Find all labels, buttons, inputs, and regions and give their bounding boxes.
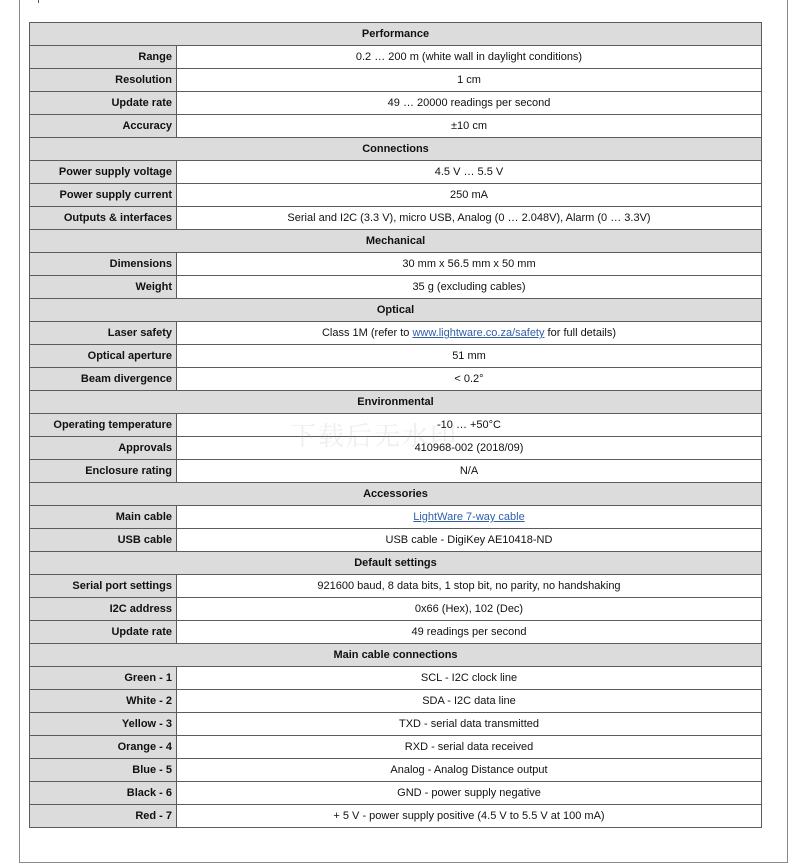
spec-value: + 5 V - power supply positive (4.5 V to 5.5 V at 100 mA) [177, 805, 762, 828]
spec-label: Dimensions [30, 253, 177, 276]
spec-row [30, 598, 762, 621]
spec-row [30, 46, 762, 69]
spec-value: 35 g (excluding cables) [177, 276, 762, 299]
spec-label: I2C address [30, 598, 177, 621]
spec-value: 0x66 (Hex), 102 (Dec) [177, 598, 762, 621]
spec-value: Serial and I2C (3.3 V), micro USB, Analog (0 … 2.048V), Alarm (0 … 3.3V) [177, 207, 762, 230]
spec-value: RXD - serial data received [177, 736, 762, 759]
spec-row [30, 506, 762, 529]
spec-label: Update rate [30, 92, 177, 115]
spec-row [30, 575, 762, 598]
spec-label: Black - 6 [30, 782, 177, 805]
section-header-row [30, 391, 762, 414]
section-title: Main cable connections [30, 644, 762, 667]
spec-label: Update rate [30, 621, 177, 644]
value-text-before-link: Class 1M (refer to [321, 327, 413, 339]
spec-row [30, 322, 762, 345]
specification-table [29, 22, 762, 828]
spec-value: 49 readings per second [177, 621, 762, 644]
spec-label: Power supply current [30, 184, 177, 207]
spec-row [30, 368, 762, 391]
spec-row [30, 69, 762, 92]
spec-label: Approvals [30, 437, 177, 460]
spec-label: Beam divergence [30, 368, 177, 391]
spec-row [30, 184, 762, 207]
section-title: Performance [30, 23, 762, 46]
spec-value: SCL - I2C clock line [177, 667, 762, 690]
spec-value [177, 506, 762, 529]
spec-label: Resolution [30, 69, 177, 92]
section-title: Default settings [30, 552, 762, 575]
spec-row [30, 529, 762, 552]
spec-value: Analog - Analog Distance output [177, 759, 762, 782]
spec-value: 0.2 … 200 m (white wall in daylight conditions) [177, 46, 762, 69]
spec-label: USB cable [30, 529, 177, 552]
spec-row [30, 782, 762, 805]
spec-value: 30 mm x 56.5 mm x 50 mm [177, 253, 762, 276]
spec-label: Yellow - 3 [30, 713, 177, 736]
spec-value: 921600 baud, 8 data bits, 1 stop bit, no parity, no handshaking [177, 575, 762, 598]
spec-row [30, 345, 762, 368]
spec-value: < 0.2° [177, 368, 762, 391]
section-title: Mechanical [30, 230, 762, 253]
spec-value: GND - power supply negative [177, 782, 762, 805]
spec-label: Weight [30, 276, 177, 299]
spec-row [30, 414, 762, 437]
page-corner-mark [38, 0, 39, 3]
spec-value: 1 cm [177, 69, 762, 92]
spec-label: Laser safety [30, 322, 177, 345]
spec-row [30, 759, 762, 782]
spec-row [30, 736, 762, 759]
spec-row [30, 667, 762, 690]
spec-value: 410968-002 (2018/09) [177, 437, 762, 460]
spec-label: Enclosure rating [30, 460, 177, 483]
spec-label: Operating temperature [30, 414, 177, 437]
spec-row [30, 460, 762, 483]
spec-label: White - 2 [30, 690, 177, 713]
section-title: Optical [30, 299, 762, 322]
spec-label: Power supply voltage [30, 161, 177, 184]
spec-row [30, 161, 762, 184]
spec-value [177, 322, 762, 345]
spec-value: 250 mA [177, 184, 762, 207]
spec-label: Main cable [30, 506, 177, 529]
spec-value: USB cable - DigiKey AE10418-ND [177, 529, 762, 552]
spec-label: Red - 7 [30, 805, 177, 828]
spec-value: SDA - I2C data line [177, 690, 762, 713]
spec-label: Blue - 5 [30, 759, 177, 782]
section-title: Accessories [30, 483, 762, 506]
spec-label: Orange - 4 [30, 736, 177, 759]
spec-label: Optical aperture [30, 345, 177, 368]
section-title: Environmental [30, 391, 762, 414]
specification-table-body [30, 23, 762, 828]
spec-label: Range [30, 46, 177, 69]
section-header-row [30, 483, 762, 506]
value-link[interactable]: www.lightware.co.za/safety [412, 327, 545, 339]
spec-row [30, 253, 762, 276]
spec-row [30, 621, 762, 644]
spec-row [30, 115, 762, 138]
spec-row [30, 437, 762, 460]
value-text-after-link: for full details) [544, 327, 617, 339]
section-header-row [30, 230, 762, 253]
section-header-row [30, 138, 762, 161]
spec-value: TXD - serial data transmitted [177, 713, 762, 736]
value-link[interactable]: LightWare 7-way cable [413, 511, 525, 523]
spec-label: Accuracy [30, 115, 177, 138]
spec-row [30, 690, 762, 713]
section-header-row [30, 644, 762, 667]
spec-row [30, 92, 762, 115]
spec-row [30, 713, 762, 736]
spec-label: Serial port settings [30, 575, 177, 598]
spec-label: Green - 1 [30, 667, 177, 690]
section-header-row [30, 23, 762, 46]
spec-label: Outputs & interfaces [30, 207, 177, 230]
section-header-row [30, 552, 762, 575]
spec-row [30, 805, 762, 828]
spec-value: -10 … +50°C [177, 414, 762, 437]
spec-value: 4.5 V … 5.5 V [177, 161, 762, 184]
section-title: Connections [30, 138, 762, 161]
spec-row [30, 276, 762, 299]
spec-row [30, 207, 762, 230]
spec-value: 49 … 20000 readings per second [177, 92, 762, 115]
spec-value: ±10 cm [177, 115, 762, 138]
spec-value: N/A [177, 460, 762, 483]
spec-value: 51 mm [177, 345, 762, 368]
section-header-row [30, 299, 762, 322]
